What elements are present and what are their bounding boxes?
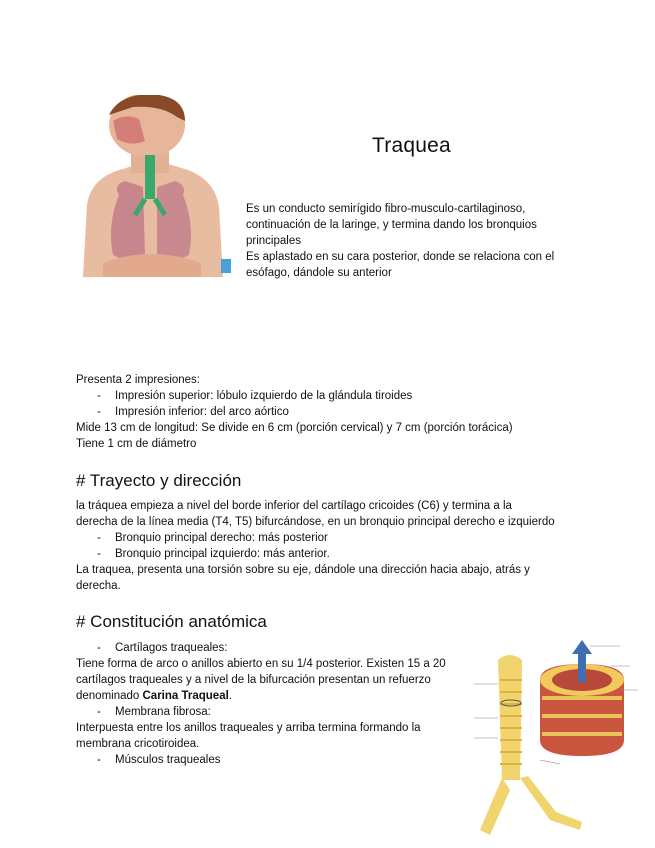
cartilage-text-end: . (228, 690, 232, 702)
list-item: - Bronquio principal izquierdo: más anterior. (76, 546, 556, 562)
trayecto-section (76, 498, 556, 594)
page-title: Traquea (372, 134, 451, 157)
membrane-paragraph: Interpuesta entre los anillos traqueales y arriba termina formando la membrana cricotiroidea. (76, 722, 421, 750)
impressions-section (76, 372, 546, 452)
list-item: - Membrana fibrosa: (76, 704, 466, 720)
cartilage-text: Tiene forma de arco o anillos abierto en su 1/4 posterior. Existen 15 a 20 cartílagos traqueales y a nivel de la bifurcación presentan un refuerzo denominado (76, 658, 446, 702)
impressions-lead: Presenta 2 impresiones: (76, 374, 201, 386)
trachea-cross-section-figure (470, 640, 645, 848)
list-item: - Cartílagos traqueales: (76, 640, 466, 656)
trachea-anatomy-figure (73, 95, 233, 277)
cartilage-paragraph (76, 656, 466, 704)
intro-paragraph: Es aplastado en su cara posterior, donde se relaciona con el esófago, dándole su anterior (246, 251, 555, 279)
trayecto-heading: # Trayecto y dirección (76, 471, 242, 490)
trayecto-paragraph: la tráquea empieza a nivel del borde inferior del cartílago cricoides (C6) y termina a la derecha de la línea media (T4, T5) bifurcándose, en un bronquio principal derecho e izquierdo (76, 500, 555, 528)
constitucion-section (76, 640, 466, 768)
length-text: Mide 13 cm de longitud: Se divide en 6 cm (porción cervical) y 7 cm (porción torácica) (76, 422, 513, 434)
constitucion-heading: # Constitución anatómica (76, 612, 267, 631)
list-item: - Músculos traqueales (76, 752, 466, 768)
diameter-text: Tiene 1 cm de diámetro (76, 438, 197, 450)
intro-paragraph: Es un conducto semirígido fibro-musculo-cartilaginoso, continuación de la laringe, y termina dando los bronquios principales (246, 203, 537, 247)
list-item: - Impresión inferior: del arco aórtico (76, 404, 546, 420)
carina-term: Carina Traqueal (142, 690, 229, 702)
torsion-paragraph: La traquea, presenta una torsión sobre su eje, dándole una dirección hacia abajo, atrás y derecha. (76, 564, 530, 592)
intro-text (246, 201, 576, 281)
list-item: - Bronquio principal derecho: más posterior (76, 530, 556, 546)
list-item: - Impresión superior: lóbulo izquierdo de la glándula tiroides (76, 388, 546, 404)
